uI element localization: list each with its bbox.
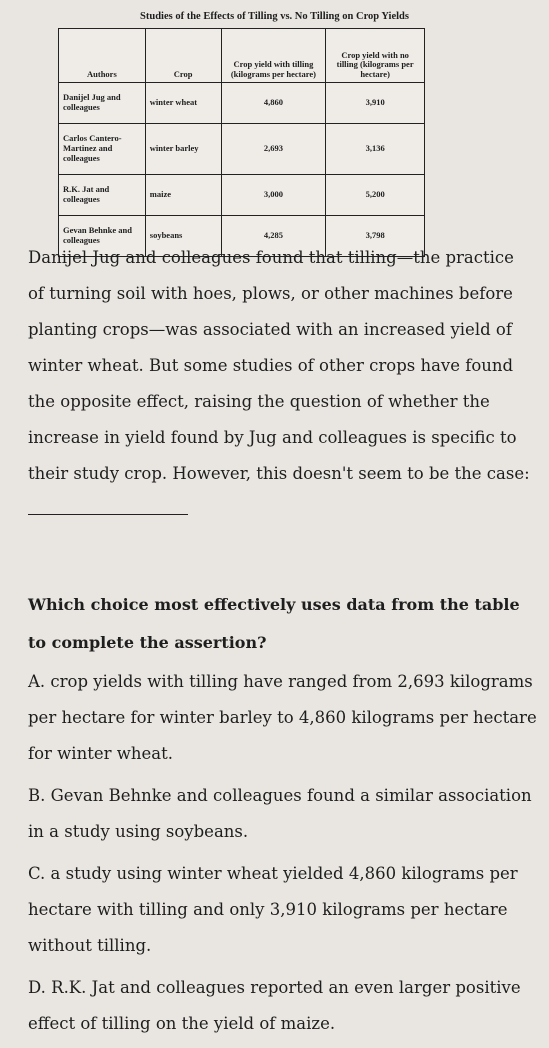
header-crop: Crop: [145, 29, 221, 83]
cell-yield-tilling: 4,860: [221, 83, 326, 124]
choice-letter: B.: [28, 786, 46, 805]
choice-text: a study using winter wheat yielded 4,860 kilograms per hectare with tilling and only 3,910 kilograms per hectare without tilling.: [28, 864, 518, 955]
cell-yield-no-tilling: 3,910: [326, 83, 425, 124]
cell-crop: winter barley: [145, 124, 221, 175]
cell-author: R.K. Jat and colleagues: [59, 174, 146, 215]
header-yield-tilling: Crop yield with tilling (kilograms per hectare): [221, 29, 326, 83]
choice-letter: D.: [28, 978, 46, 997]
table-row: [59, 124, 425, 175]
answer-choices: [28, 664, 538, 1048]
crop-yield-table: [58, 28, 425, 257]
question-prompt: Which choice most effectively uses data from the table to complete the assertion?: [28, 595, 520, 652]
choice-letter: C.: [28, 864, 46, 883]
choice-letter: A.: [28, 672, 46, 691]
cell-author: Danijel Jug and colleagues: [59, 83, 146, 124]
cell-author: Gevan Behnke and colleagues: [59, 215, 146, 256]
header-yield-no-tilling: Crop yield with no tilling (kilograms per hectare): [326, 29, 425, 83]
choice-a[interactable]: [28, 664, 538, 772]
cell-author: Carlos Cantero-Martinez and colleagues: [59, 124, 146, 175]
choice-d[interactable]: [28, 970, 538, 1042]
cell-yield-no-tilling: 5,200: [326, 174, 425, 215]
choice-text: Gevan Behnke and colleagues found a similar association in a study using soybeans.: [28, 786, 532, 841]
table-row: [59, 174, 425, 215]
table-title: Studies of the Effects of Tilling vs. No Tilling on Crop Yields: [140, 11, 409, 22]
passage: [28, 240, 533, 528]
cell-crop: maize: [145, 174, 221, 215]
header-authors: Authors: [59, 29, 146, 83]
choice-c[interactable]: [28, 856, 538, 964]
passage-text: Danijel Jug and colleagues found that tilling—the practice of turning soil with hoes, plows, or other machines before planting crops—was associated with an increased yield of winter wheat. But some studies of other crops have found the opposite effect, raising the question of whether the increase in yield found by Jug and colleagues is specific to their study crop. However, this doesn't seem to be the case:: [28, 248, 530, 483]
cell-yield-tilling: 2,693: [221, 124, 326, 175]
table-row: [59, 83, 425, 124]
choice-text: R.K. Jat and colleagues reported an even larger positive effect of tilling on the yield of maize.: [28, 978, 521, 1033]
cell-yield-no-tilling: 3,798: [326, 215, 425, 256]
answer-blank: [28, 500, 188, 515]
choice-text: crop yields with tilling have ranged from 2,693 kilograms per hectare for winter barley to 4,860 kilograms per hectare for winter wheat.: [28, 672, 537, 763]
cell-crop: soybeans: [145, 215, 221, 256]
cell-yield-tilling: 4,285: [221, 215, 326, 256]
table-header-row: [59, 29, 425, 83]
choice-b[interactable]: [28, 778, 538, 850]
cell-yield-no-tilling: 3,136: [326, 124, 425, 175]
cell-yield-tilling: 3,000: [221, 174, 326, 215]
cell-crop: winter wheat: [145, 83, 221, 124]
